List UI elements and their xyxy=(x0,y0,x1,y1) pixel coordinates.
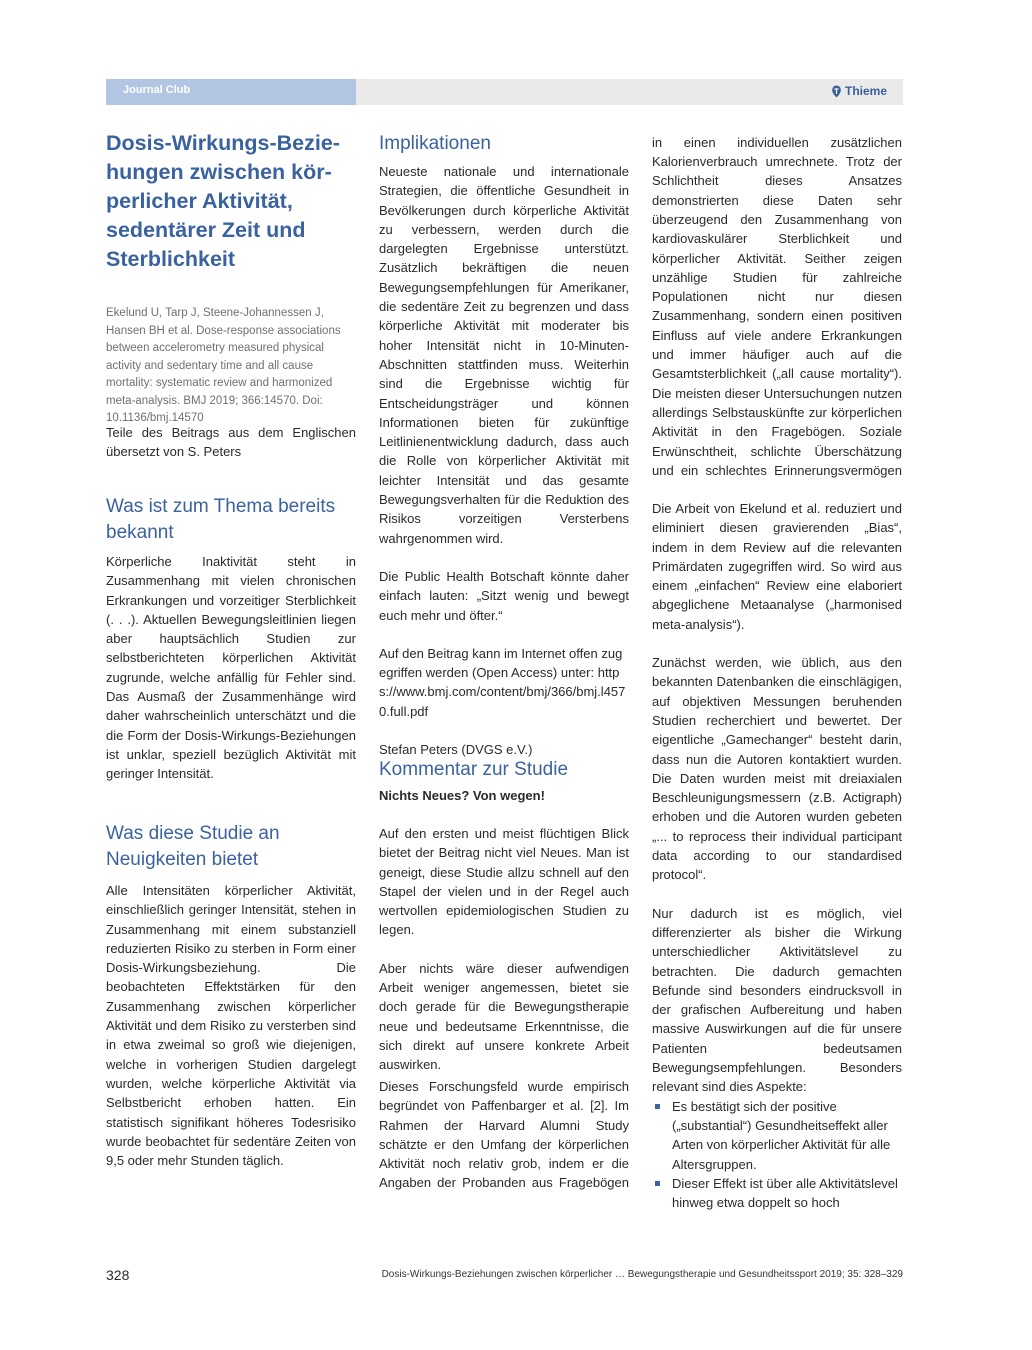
section-new xyxy=(106,821,356,1170)
comment-paragraph-2: Aber nichts wäre dieser aufwendigen Arbeit weniger angemessen, bietet sie doch gerade für die Bewegungstherapie neue und bedeutsame Erkenntnisse, die sich direkt auf unsere konkrete Arbeit auswirken. xyxy=(379,960,629,1073)
section-heading-known: Was ist zum Thema bereits bekannt xyxy=(106,496,336,543)
article-reference: Ekelund U, Tarp J, Steene-Johannessen J, Hansen BH et al. Dose-response associations between accelerometry measured physical activity and sedentary time and all cause mortality: systematic review and harmonized meta-analysis. BMJ 2019; 366:14570. Doi: 10.1136/bmj.14570 xyxy=(106,307,341,424)
section-heading-comment: Kommentar zur Studie xyxy=(379,759,569,780)
publisher-logo xyxy=(831,84,887,98)
comment-paragraph-4: Die Arbeit von Ekelund et al. reduziert und eliminiert diesen gravierenden „Bias“, indem in dem Review auf die relevanten Primärdaten zugegriffen wird. So wird aus einem „einfachen“ Review eine elaboriert abgeglichene Metaanalyse („harmonised meta-analysis“). xyxy=(652,501,902,632)
section-text-new: Alle Intensitäten körperlicher Aktivität, einschließlich geringer Intensität, stehen in Zusammenhang mit einem substanziell reduzierten Risiko zu sterben in Form einer Dosis-Wirkungsbeziehung. Die beobachteten Effektstärken für den Zusammenhang zwischen körperlicher Aktivität und dem Risiko zu versterben sind in etwa zweimal so groß wie diejenigen, welche in vorherigen Studien dargelegt wurden, welche körperliche Aktivität via Selbstbericht erhoben hatten. Ein statistisch signifikant höheres Todesrisiko wurde beobachtet für sedentäre Zeiten von 9,5 oder mehr Stunden täglich. xyxy=(106,883,356,1169)
section-known xyxy=(106,494,356,784)
implications-author: Stefan Peters (DVGS e.V.) xyxy=(379,742,533,758)
comment-paragraph-3-part-1 xyxy=(379,1077,629,1193)
column-left xyxy=(106,423,356,462)
publisher-name: Thieme xyxy=(844,84,887,98)
section-label: Journal Club xyxy=(123,84,191,96)
section-heading-implications: Implikationen xyxy=(379,133,491,154)
journal-header-bar xyxy=(106,79,903,105)
comment-paragraph-1: Auf den ersten und meist flüchtigen Blick bietet der Beitrag nicht viel Neues. Man ist geneigt, diese Studie allzu schnell auf den Stapel der vielen und in der Regel auch wertvollen epidemiologischen Studien zu legen. xyxy=(379,826,629,938)
implications-paragraph-2: Die Public Health Botschaft könnte daher einfach lauten: „Sitzt wenig und bewegt euch mehr und öfter.“ xyxy=(379,568,629,623)
thieme-emblem-icon xyxy=(831,85,842,98)
section-heading-new: Was diese Studie an Neuigkeiten bietet xyxy=(106,823,280,870)
implications-paragraph-3: Auf den Beitrag kann im Internet offen zugegriffen werden (Open Access) unter: https://www.bmj.com/content/bmj/366/bmj.l4570.full.pdf xyxy=(379,645,626,719)
page-number: 328 xyxy=(106,1267,130,1283)
aspect-list xyxy=(652,1097,902,1213)
comment-paragraph-5: Zunächst werden, wie üblich, aus den bekannten Datenbanken die einschlägigen, auf objektiven Messungen beruhenden Studien recherchiert und bewertet. Der eigentliche „Gamechanger“ besteht darin, dass nun die Autoren kontaktiert wurden. Die Daten wurden meist mit dreiaxialen Beschleunigungsmessern (z.B. Actigraph) erhoben und die Autoren wurden gebeten „... to reprocess their individual participant data according to our standardised protocol“. xyxy=(652,655,902,883)
comment-continued xyxy=(652,499,902,1212)
comment-paragraph-3-continued xyxy=(652,133,902,480)
footer-citation: Dosis-Wirkungs-Beziehungen zwischen körperlicher … Bewegungstherapie und Gesundheitssport 2019; 35: 328–329 xyxy=(381,1269,903,1280)
translation-note: Teile des Beitrags aus dem Englischen übersetzt von S. Peters xyxy=(106,425,356,460)
section-implications xyxy=(379,131,629,759)
aspect-list-item: Dieser Effekt ist über alle Aktivitätslevel hinweg etwa doppelt so hoch xyxy=(652,1174,902,1213)
comment-paragraph-6: Nur dadurch ist es möglich, viel differenzierter als bisher die Wirkung unterschiedlicher Aktivitätslevel zu betrachten. Die dadurch gemachten Befunde sind besonders eindrucksvoll in der grafischen Aufbereitung und haben massive Auswirkungen auf die für unsere Patienten bedeutsamen Bewegungsempfehlungen. Besonders relevant sind dies Aspekte: xyxy=(652,905,902,1095)
column-right xyxy=(652,133,902,480)
comment-paragraph-3-cont-text: in einen individuellen zusätzlichen Kalorienverbrauch umrechnete. Trotz der Schlichtheit dieses Ansatzes demonstrierten diese Daten sehr überzeugend den Zusammenhang von kardiovaskulärer Sterblichkeit und körperlicher Aktivität. Seither zeigen unzählige Studien für zahlreiche Populationen nicht nur diesen Zusammenhang, sondern einen positiven Einfluss auf viele andere Erkrankungen und immer häufiger auch auf die Gesamtsterblichkeit („all cause mortality“). Die meisten dieser Untersuchungen nutzen allerdings Selbstauskünfte zur körperlichen Aktivität in den Fragebögen. Soziale Erwünschtheit, schlichte Überschätzung und ein schlechtes Erinnerungsvermögen xyxy=(652,134,902,478)
section-text-known: Körperliche Inaktivität steht in Zusammenhang mit vielen chronischen Erkrankungen und vorzeitiger Sterblichkeit (. . .). Aktuellen Bewegungsleitlinien liegen aber hauptsächlich Studien zur selbstberichteten körperlichen Aktivität zugrunde, welche anfällig für Fehler sind. Das Ausmaß der Zusammenhänge wird daher wahrscheinlich unterschätzt und die die Form der Dosis-Wirkungs-Beziehungen ist unklar, speziell bezüglich Aktivität mit geringer Intensität. xyxy=(106,554,356,782)
aspect-list-item: Es bestätigt sich der positive („substantial“) Gesundheitseffekt aller Arten von körperlicher Aktivität für alle Altersgruppen. xyxy=(652,1097,902,1174)
section-tag xyxy=(106,79,356,105)
implications-paragraph-1: Neueste nationale und internationale Strategien, die öffentliche Gesundheit in Bevölkerungen durch körperliche Aktivität zu verbessern, werden durch die dargelegten Ergebnisse unterstützt. Zusätzlich bekräftigen die neuen Bewegungsempfehlungen für Amerikaner, die sedentäre Zeit zu begrenzen und dass körperliche Aktivität mit moderater bis hoher Intensität nicht in 10-Minuten-Abschnitten stattfinden muss. Weiterhin sind die Ergebnisse wichtig für Entscheidungsträger und können Informationen bieten für zukünftige Leitlinienentwicklung dadurch, dass auch die Rolle von körperlicher Aktivität mit leichter Intensität und das gesamte Bewegungsverhalten für die Reduktion des Risikos vorzeitigen Versterbens wahrgenommen wird. xyxy=(379,164,629,546)
comment-subheading: Nichts Neues? Von wegen! xyxy=(379,788,545,803)
section-comment xyxy=(379,757,629,1075)
comment-paragraph-3: Dieses Forschungsfeld wurde empirisch begründet von Paffenbarger et al. [2]. Im Rahmen der Harvard Alumni Study schätzte er den Umfang der körperlichen Aktivität noch relativ grob, indem er die Angaben der Probanden aus Fragebögen xyxy=(379,1079,629,1191)
article-title: Dosis-Wirkungs-Bezie-hungen zwischen kör-perlicher Aktivität, sedentärer Zeit und Sterblichkeit xyxy=(106,131,340,271)
